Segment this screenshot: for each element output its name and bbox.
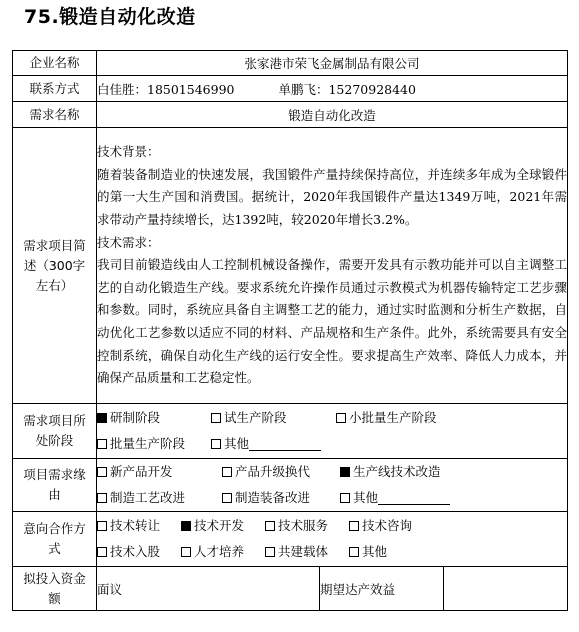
coop-option-joint-carrier[interactable]: 共建载体: [265, 539, 349, 565]
reason-row: [13, 459, 568, 512]
checkbox-icon[interactable]: [222, 493, 232, 503]
checkbox-icon[interactable]: [97, 547, 107, 557]
coop-option-transfer[interactable]: 技术转让: [97, 513, 181, 539]
coop-option-other[interactable]: 其他: [349, 539, 387, 565]
demand-form-table: [12, 50, 568, 611]
checkbox-icon[interactable]: [97, 467, 107, 477]
checkbox-icon[interactable]: [265, 521, 275, 531]
checkbox-icon[interactable]: [97, 521, 107, 531]
stage-option-small-batch[interactable]: 小批量生产阶段: [336, 405, 437, 431]
description-background-text: 随着装备制造业的快速发展，我国锻件产量持续保持高位，并连续多年成为全球锻件的第一大生产国和消费国。据统计，2020年我国锻件产量达1349万吨，2021年需求带动产量持续增长，达1392吨，较2020年增长3.2%。: [97, 166, 567, 228]
effect-label: 期望达产效益: [320, 567, 444, 611]
investment-row: [13, 567, 568, 611]
checkbox-checked-icon[interactable]: [181, 521, 191, 531]
cooperation-options: [97, 512, 568, 567]
checkbox-icon[interactable]: [97, 493, 107, 503]
checkbox-icon[interactable]: [340, 493, 350, 503]
cooperation-row: [13, 512, 568, 567]
reason-label: 项目需求缘由: [13, 459, 97, 512]
company-row: [13, 51, 568, 76]
reason-other-blank[interactable]: [378, 490, 450, 505]
reason-option-new-product[interactable]: 新产品开发: [97, 459, 222, 485]
reason-option-other[interactable]: 其他: [340, 485, 450, 511]
checkbox-icon[interactable]: [97, 439, 107, 449]
company-label: 企业名称: [13, 51, 97, 76]
checkbox-icon[interactable]: [181, 547, 191, 557]
description-label: 需求项目简述（300字左右）: [13, 128, 97, 404]
description-heading-requirement: 技术需求：: [97, 234, 160, 250]
coop-option-development[interactable]: 技术开发: [181, 513, 265, 539]
contact-row: [13, 76, 568, 102]
investment-label: 拟投入资金额: [13, 567, 97, 611]
contact-person-2: 单鹏飞：15270928440: [278, 81, 416, 97]
effect-value: [444, 567, 568, 611]
coop-option-training[interactable]: 人才培养: [181, 539, 265, 565]
contact-person-1: 白佳胜：18501546990: [97, 81, 235, 97]
checkbox-icon[interactable]: [349, 521, 359, 531]
stage-other-blank[interactable]: [249, 436, 321, 451]
reason-option-line-renovation[interactable]: 生产线技术改造: [340, 459, 441, 485]
reason-option-process[interactable]: 制造工艺改进: [97, 485, 222, 511]
stage-option-mass[interactable]: 批量生产阶段: [97, 431, 211, 457]
demand-name-row: [13, 102, 568, 128]
stage-option-other[interactable]: 其他: [211, 431, 321, 457]
coop-option-consulting[interactable]: 技术咨询: [349, 513, 412, 539]
description-heading-background: 技术背景：: [97, 144, 160, 160]
checkbox-icon[interactable]: [265, 547, 275, 557]
stage-row: [13, 404, 568, 459]
contact-value: [97, 76, 568, 102]
cooperation-label: 意向合作方式: [13, 512, 97, 567]
stage-label: 需求项目所处阶段: [13, 404, 97, 459]
contact-label: 联系方式: [13, 76, 97, 102]
description-requirement-text: 我司目前锻造线由人工控制机械设备操作，需要开发具有示教功能并可以自主调整工艺的自动化锻造生产线。要求系统允许操作员通过示教模式为机器传输特定工艺步骤和参数。同时，系统应具备自主调整工艺的能力，通过实时监测和分析生产数据，自动优化工艺参数以适应不同的材料、产品规格和生产条件。此外，系统需要具有安全控制系统，确保自动化生产线的运行安全性。要求提高生产效率、降低人力成本，并确保产品质量和工艺稳定性。: [97, 257, 567, 386]
checkbox-icon[interactable]: [222, 467, 232, 477]
stage-option-trial[interactable]: 试生产阶段: [211, 405, 336, 431]
reason-option-equipment[interactable]: 制造装备改进: [222, 485, 340, 511]
checkbox-checked-icon[interactable]: [340, 467, 350, 477]
description-row: [13, 128, 568, 404]
stage-option-research[interactable]: 研制阶段: [97, 405, 211, 431]
document-title: 75.锻造自动化改造: [24, 6, 196, 28]
checkbox-checked-icon[interactable]: [97, 413, 107, 423]
reason-option-upgrade[interactable]: 产品升级换代: [222, 459, 340, 485]
stage-options: [97, 404, 568, 459]
checkbox-icon[interactable]: [349, 547, 359, 557]
checkbox-icon[interactable]: [211, 413, 221, 423]
coop-option-equity[interactable]: 技术入股: [97, 539, 181, 565]
demand-name-value: 锻造自动化改造: [97, 102, 568, 128]
description-value: [97, 128, 568, 404]
reason-options: [97, 459, 568, 512]
company-value: 张家港市荣飞金属制品有限公司: [97, 51, 568, 76]
coop-option-service[interactable]: 技术服务: [265, 513, 349, 539]
demand-name-label: 需求名称: [13, 102, 97, 128]
investment-value: 面议: [97, 567, 320, 611]
checkbox-icon[interactable]: [336, 413, 346, 423]
checkbox-icon[interactable]: [211, 439, 221, 449]
